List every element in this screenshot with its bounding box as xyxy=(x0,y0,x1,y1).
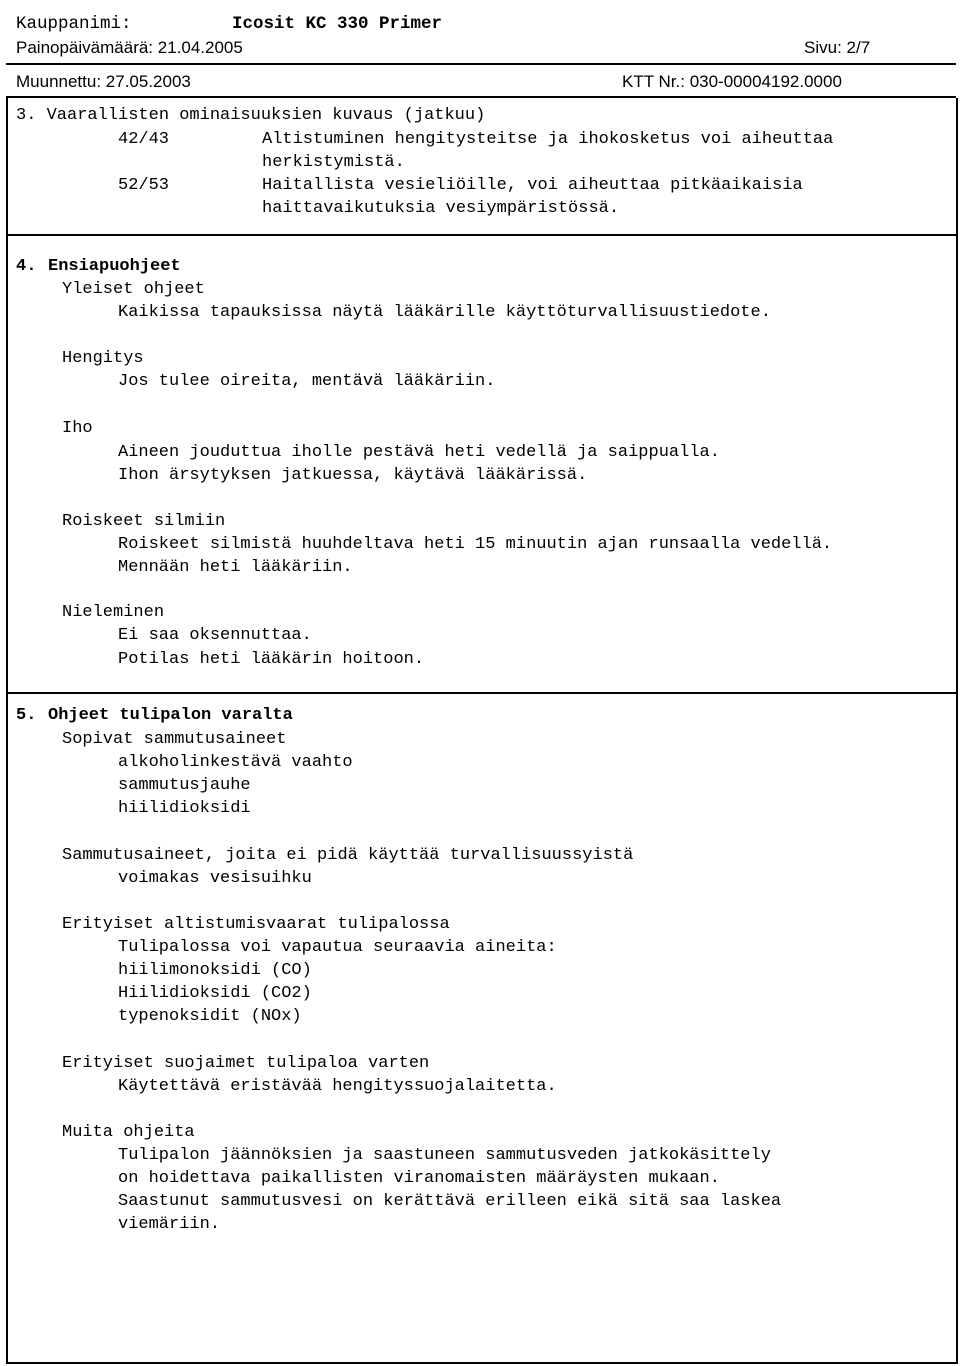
subheading: Nieleminen xyxy=(62,603,165,622)
body-line: hiilimonoksidi (CO) xyxy=(118,961,312,980)
body-line: Potilas heti lääkärin hoitoon. xyxy=(118,650,425,669)
body-line: Kaikissa tapauksissa näytä lääkärille käyttöturvallisuustiedote. xyxy=(118,303,771,322)
body-line: sammutusjauhe xyxy=(118,776,251,795)
product-name: Icosit KC 330 Primer xyxy=(232,14,443,34)
phrase-text: Altistuminen hengitysteitse ja ihokosketus voi aiheuttaa xyxy=(262,130,834,149)
body-line: Roiskeet silmistä huuhdeltava heti 15 minuutin ajan runsaalla vedellä. xyxy=(118,535,833,554)
product-label: Kauppanimi: xyxy=(16,14,132,34)
section-4-title: Ensiapuohjeet xyxy=(48,257,181,276)
body-line: Aineen jouduttua iholle pestävä heti vedellä ja saippualla. xyxy=(118,443,720,462)
phrase-text: herkistymistä. xyxy=(262,153,405,172)
body-line: Ihon ärsytyksen jatkuessa, käytävä lääkärissä. xyxy=(118,466,588,485)
body-line: on hoidettava paikallisten viranomaisten määräysten mukaan. xyxy=(118,1169,720,1188)
subheading: Yleiset ohjeet xyxy=(62,280,205,299)
phrase-text: Haitallista vesieliöille, voi aiheuttaa pitkäaikaisia xyxy=(262,176,803,195)
body-line: typenoksidit (NOx) xyxy=(118,1007,302,1026)
body-line: Käytettävä eristävää hengityssuojalaitetta. xyxy=(118,1077,557,1096)
section-5-title: Ohjeet tulipalon varalta xyxy=(48,706,293,725)
body-line: hiilidioksidi xyxy=(118,799,251,818)
body-line: voimakas vesisuihku xyxy=(118,869,312,888)
subheading: Roiskeet silmiin xyxy=(62,512,226,531)
print-date: Painopäivämäärä: 21.04.2005 xyxy=(16,38,243,57)
section-5-number: 5. xyxy=(16,706,37,725)
body-line: Mennään heti lääkäriin. xyxy=(118,558,353,577)
body-line: viemäriin. xyxy=(118,1215,221,1234)
header-divider xyxy=(6,63,956,65)
subheading: Erityiset altistumisvaarat tulipalossa xyxy=(62,915,450,934)
body-line: alkoholinkestävä vaahto xyxy=(118,753,353,772)
body-line: Tulipalon jäännöksien ja saastuneen sammutusveden jatkokäsittely xyxy=(118,1146,771,1165)
phrase-text: haittavaikutuksia vesiympäristössä. xyxy=(262,199,620,218)
subheading: Sopivat sammutusaineet xyxy=(62,730,287,749)
modified-date: Muunnettu: 27.05.2003 xyxy=(16,72,191,91)
phrase-code: 42/43 xyxy=(118,130,170,149)
subheading: Erityiset suojaimet tulipaloa varten xyxy=(62,1054,430,1073)
subheading: Iho xyxy=(62,419,93,438)
body-line: Ei saa oksennuttaa. xyxy=(118,626,312,645)
section-4-number: 4. xyxy=(16,257,37,276)
subheading: Muita ohjeita xyxy=(62,1123,195,1142)
body-line: Saastunut sammutusvesi on kerättävä erilleen eikä sitä saa laskea xyxy=(118,1192,782,1211)
ktt-number: KTT Nr.: 030-00004192.0000 xyxy=(622,72,842,91)
subheading: Sammutusaineet, joita ei pidä käyttää turvallisuussyistä xyxy=(62,846,634,865)
body-line: Tulipalossa voi vapautua seuraavia aineita: xyxy=(118,938,557,957)
body-line: Jos tulee oireita, mentävä lääkäriin. xyxy=(118,372,496,391)
section-3-title: 3. Vaarallisten ominaisuuksien kuvaus (jatkuu) xyxy=(16,106,486,125)
subheading: Hengitys xyxy=(62,349,144,368)
phrase-code: 52/53 xyxy=(118,176,170,195)
page-number: Sivu: 2/7 xyxy=(804,38,871,57)
body-line: Hiilidioksidi (CO2) xyxy=(118,984,312,1003)
